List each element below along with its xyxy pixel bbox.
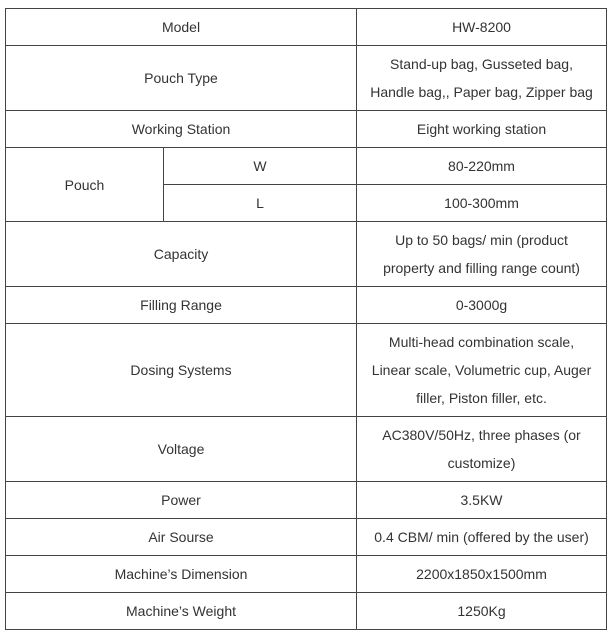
dosing-systems-value-line-2: Linear scale, Volumetric cup, Auger bbox=[371, 362, 592, 378]
pouch-w-label: W bbox=[164, 148, 357, 185]
dimension-value: 2200x1850x1500mm bbox=[357, 556, 607, 593]
specification-table bbox=[5, 8, 607, 630]
table-row-filling-range bbox=[6, 287, 607, 324]
working-station-value: Eight working station bbox=[357, 111, 607, 148]
capacity-value bbox=[357, 222, 607, 287]
table-row-dimension bbox=[6, 556, 607, 593]
capacity-label: Capacity bbox=[6, 222, 357, 287]
capacity-value-line-2: property and filling range count) bbox=[383, 260, 580, 276]
table-row-pouch-w bbox=[6, 148, 607, 185]
table-row-working-station bbox=[6, 111, 607, 148]
pouch-type-value-line-1: Stand-up bag, Gusseted bag, bbox=[390, 56, 573, 72]
weight-value: 1250Kg bbox=[357, 593, 607, 630]
pouch-type-value bbox=[357, 46, 607, 111]
voltage-value-line-2: customize) bbox=[447, 455, 516, 471]
table-row-power bbox=[6, 482, 607, 519]
pouch-l-value: 100-300mm bbox=[357, 185, 607, 222]
dosing-systems-label: Dosing Systems bbox=[6, 324, 357, 417]
voltage-label: Voltage bbox=[6, 417, 357, 482]
dimension-label: Machine’s Dimension bbox=[6, 556, 357, 593]
table-row-pouch-type bbox=[6, 46, 607, 111]
table-row-model bbox=[6, 9, 607, 46]
pouch-type-value-line-2: Handle bag,, Paper bag, Zipper bag bbox=[370, 84, 593, 100]
voltage-value-line-1: AC380V/50Hz, three phases (or bbox=[382, 427, 581, 443]
pouch-label: Pouch bbox=[6, 148, 164, 222]
power-value: 3.5KW bbox=[357, 482, 607, 519]
filling-range-label: Filling Range bbox=[6, 287, 357, 324]
air-source-value: 0.4 CBM/ min (offered by the user) bbox=[357, 519, 607, 556]
pouch-l-label: L bbox=[164, 185, 357, 222]
table-row-voltage bbox=[6, 417, 607, 482]
filling-range-value: 0-3000g bbox=[357, 287, 607, 324]
table-row-dosing-systems bbox=[6, 324, 607, 417]
model-label: Model bbox=[6, 9, 357, 46]
capacity-value-line-1: Up to 50 bags/ min (product bbox=[395, 232, 568, 248]
dosing-systems-value bbox=[357, 324, 607, 417]
pouch-w-value: 80-220mm bbox=[357, 148, 607, 185]
weight-label: Machine’s Weight bbox=[6, 593, 357, 630]
pouch-type-label: Pouch Type bbox=[6, 46, 357, 111]
table-row-weight bbox=[6, 593, 607, 630]
model-value: HW-8200 bbox=[357, 9, 607, 46]
dosing-systems-value-line-3: filler, Piston filler, etc. bbox=[416, 390, 547, 406]
table-row-capacity bbox=[6, 222, 607, 287]
dosing-systems-value-line-1: Multi-head combination scale, bbox=[388, 334, 575, 350]
power-label: Power bbox=[6, 482, 357, 519]
air-source-label: Air Sourse bbox=[6, 519, 357, 556]
table-row-air-source bbox=[6, 519, 607, 556]
working-station-label: Working Station bbox=[6, 111, 357, 148]
voltage-value bbox=[357, 417, 607, 482]
